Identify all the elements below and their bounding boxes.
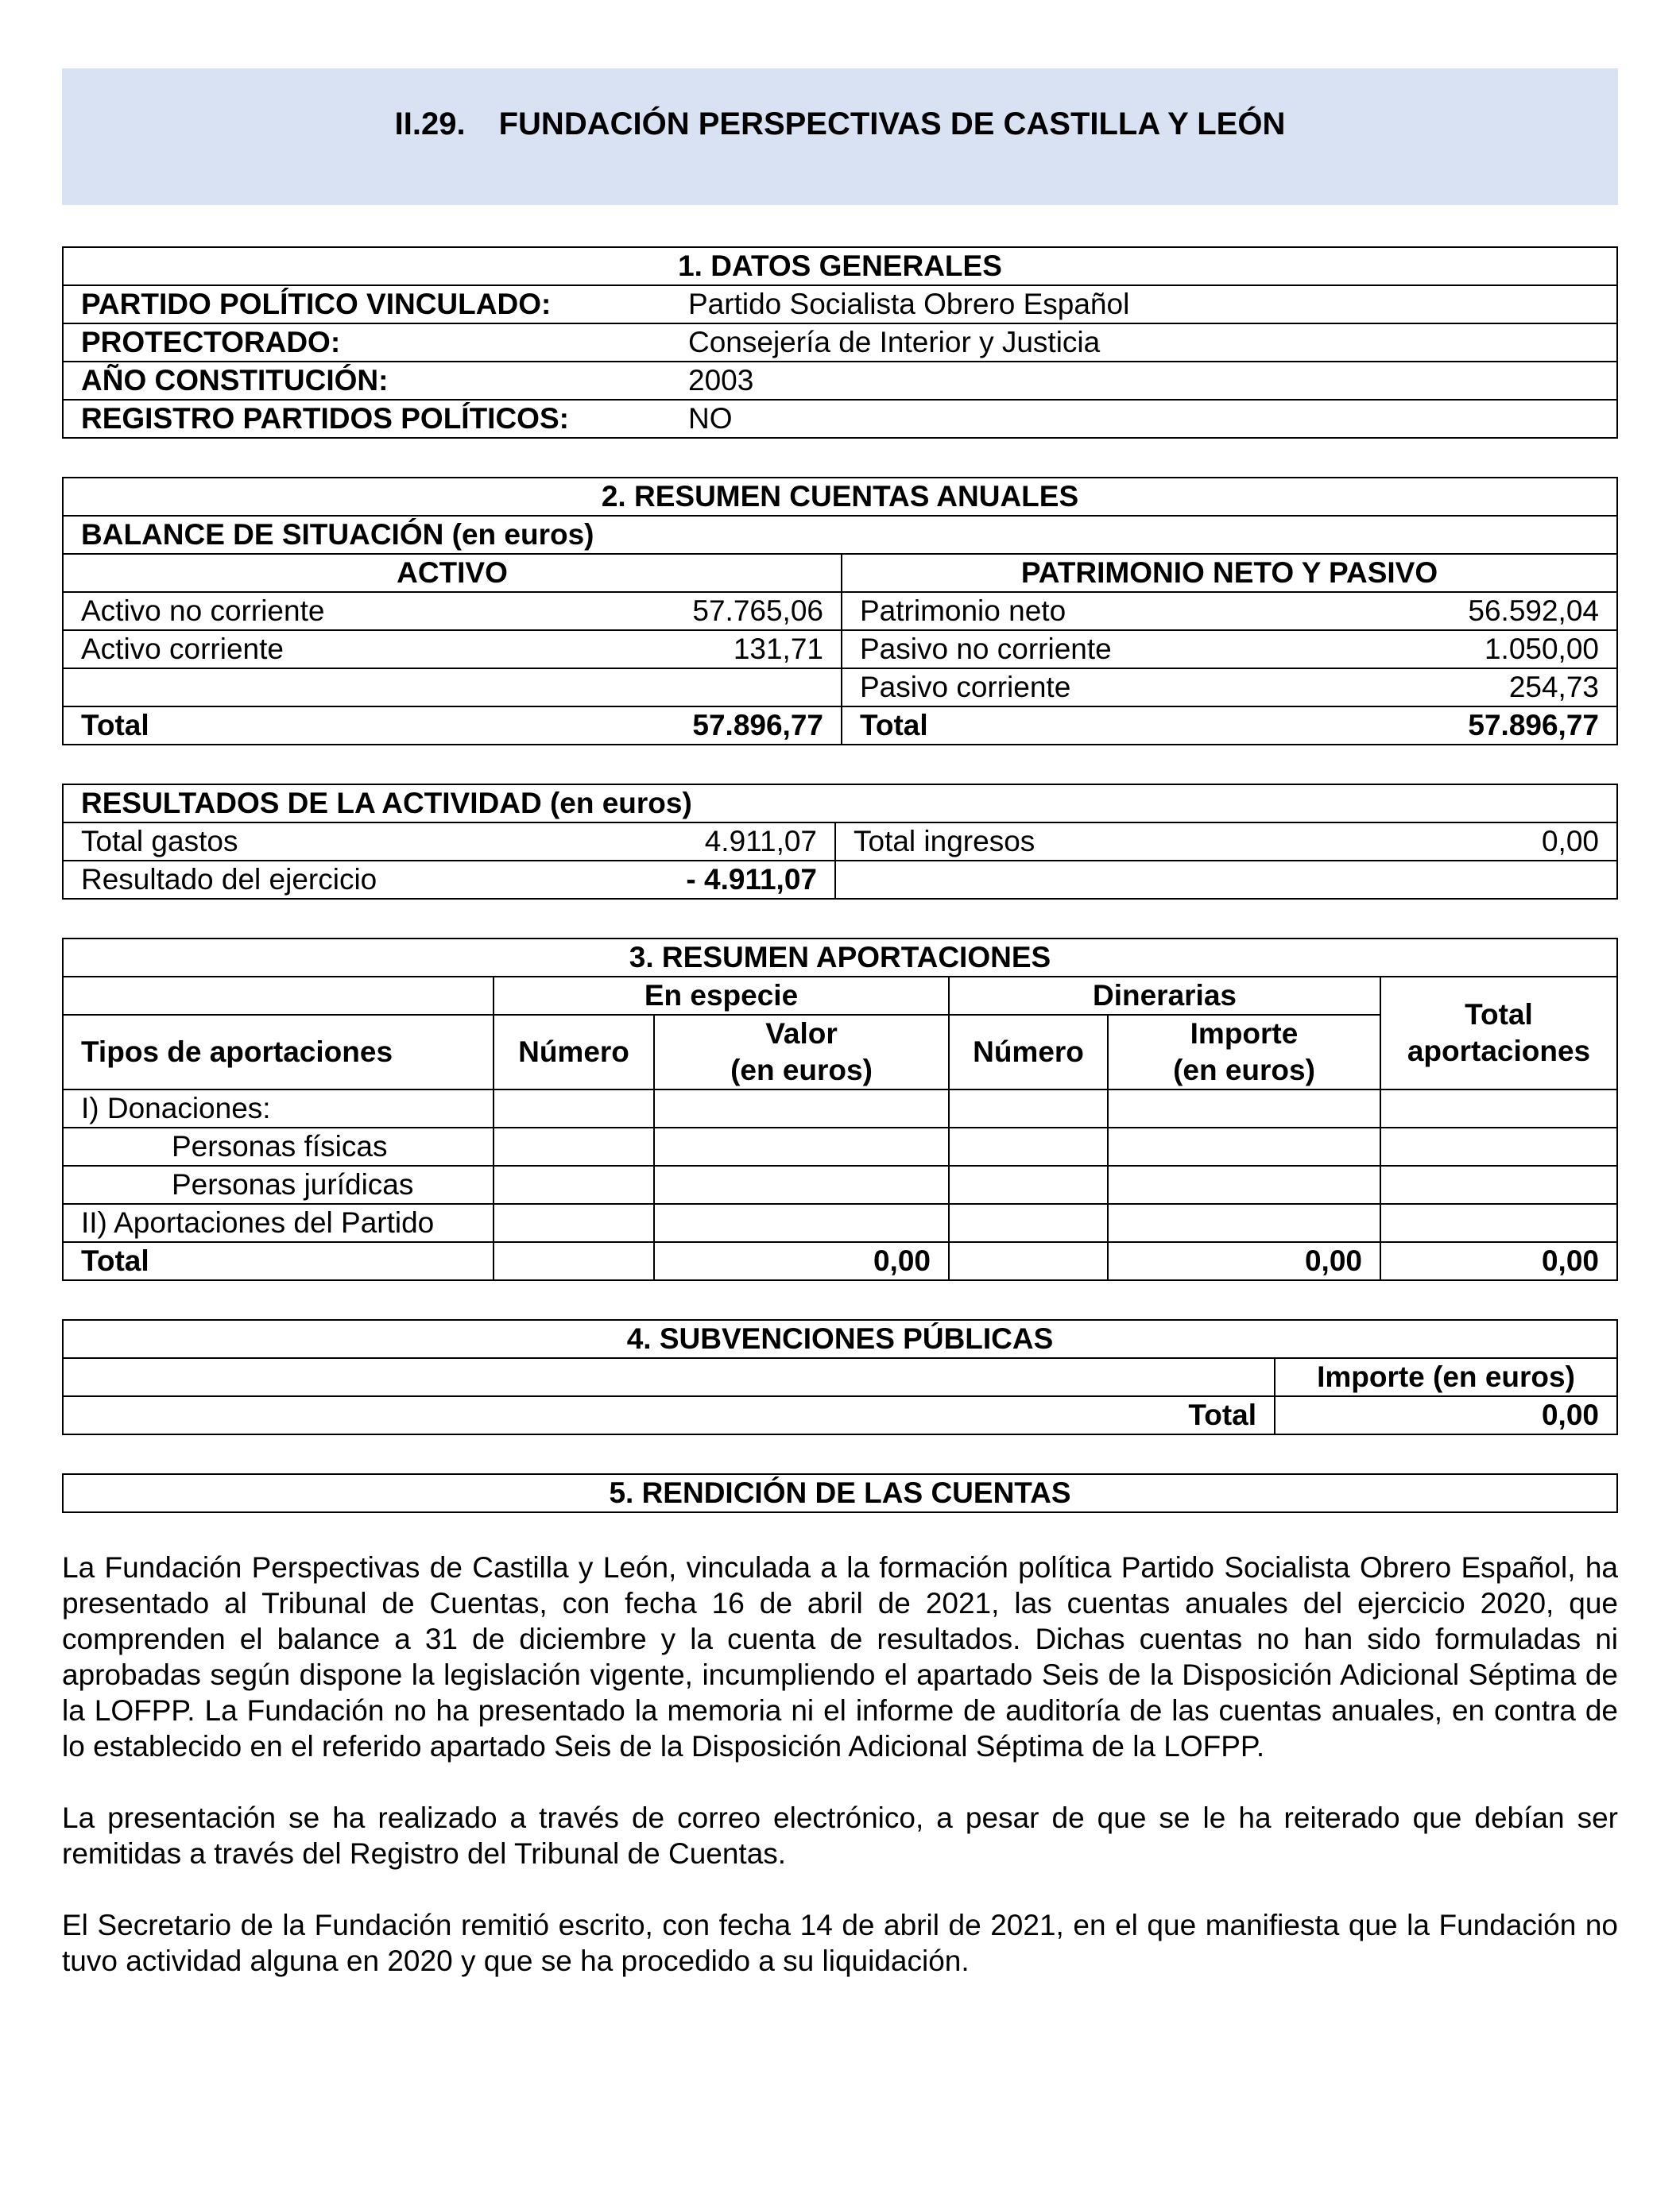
activo-value: 131,71 (540, 630, 842, 668)
tipo-label: II) Aportaciones del Partido (63, 1204, 494, 1242)
table-row (63, 400, 1617, 438)
table-row (63, 1128, 1617, 1166)
total-aportaciones-line2: aportaciones (1407, 1035, 1591, 1067)
empty-cell (1108, 1089, 1380, 1128)
ingresos-label: Total ingresos (835, 822, 1312, 861)
empty-cell (1380, 1089, 1617, 1128)
table-row (63, 861, 1617, 899)
empty-cell (949, 1089, 1108, 1128)
pasivo-value: 254,73 (1318, 668, 1617, 706)
paragraph: La presentación se ha realizado a través de correo electrónico, a pesar de que se le ha reiterado que debían ser remitidas a través del Registro del Tribunal de Cuentas. (62, 1802, 1618, 1870)
row-label: REGISTRO PARTIDOS POLÍTICOS: (63, 400, 671, 438)
empty-cell (494, 1204, 654, 1242)
en-especie-header: En especie (494, 977, 949, 1015)
importe-line1: Importe (1190, 1017, 1299, 1050)
empty-cell (835, 861, 1617, 899)
document-page (62, 68, 1618, 2014)
pasivo-value: 56.592,04 (1318, 592, 1617, 630)
paragraph: La Fundación Perspectivas de Castilla y León, vinculada a la formación política Partido Socialista Obrero Español, ha presentado al Tribunal de Cuentas, con fecha 16 de abril de 2021, las cuentas anuales del ejercicio 2020, que comprenden el balance a 31 de diciembre y la cuenta de resultados. Dichas cuentas no han sido formuladas ni aprobadas según dispone la legislación vigente, incumpliendo el apartado Seis de la Disposición Adicional Séptima de la LOFPP. La Fundación no ha presentado la memoria ni el informe de auditoría de las cuentas anuales, en contra de lo establecido en el referido apartado Seis de la Disposición Adicional Séptima de la LOFPP. (62, 1551, 1618, 1763)
activo-value: 57.765,06 (540, 592, 842, 630)
empty-cell (1380, 1128, 1617, 1166)
table-row (63, 323, 1617, 362)
dinerarias-header: Dinerarias (949, 977, 1380, 1015)
subvenciones-table (62, 1319, 1618, 1435)
activo-label: Activo corriente (63, 630, 540, 668)
rendicion-heading: 5. RENDICIÓN DE LAS CUENTAS (63, 1474, 1617, 1512)
empty-cell (654, 1089, 949, 1128)
aportaciones-heading: 3. RESUMEN APORTACIONES (63, 939, 1617, 977)
empty-cell (63, 977, 494, 1015)
valor-line2: (en euros) (730, 1054, 873, 1086)
empty-cell (654, 1204, 949, 1242)
gastos-value: 4.911,07 (540, 822, 835, 861)
empty-cell (1108, 1128, 1380, 1166)
table-row (63, 822, 1617, 861)
activo-total-label: Total (63, 706, 540, 745)
empty-cell (949, 1204, 1108, 1242)
total-importe: 0,00 (1108, 1242, 1380, 1280)
subvenciones-total-value: 0,00 (1275, 1396, 1617, 1434)
resultado-label: Resultado del ejercicio (63, 861, 540, 899)
row-value: Consejería de Interior y Justicia (671, 323, 1617, 362)
activo-total-value: 57.896,77 (540, 706, 842, 745)
paragraph: El Secretario de la Fundación remitió escrito, con fecha 14 de abril de 2021, en el que manifiesta que la Fundación no tuvo actividad alguna en 2020 y que se ha procedido a su liquidación. (62, 1909, 1618, 1977)
empty-cell (654, 1166, 949, 1204)
numero-dinerarias-header: Número (949, 1015, 1108, 1089)
cuentas-anuales-heading: 2. RESUMEN CUENTAS ANUALES (63, 478, 1617, 516)
valor-line1: Valor (765, 1017, 838, 1050)
empty-cell (63, 1358, 1275, 1396)
empty-cell (1380, 1166, 1617, 1204)
tipo-label: Personas físicas (63, 1128, 494, 1166)
gastos-label: Total gastos (63, 822, 540, 861)
row-value: Partido Socialista Obrero Español (671, 285, 1617, 323)
pasivo-label: Pasivo no corriente (842, 630, 1318, 668)
total-total: 0,00 (1380, 1242, 1617, 1280)
importe-line2: (en euros) (1173, 1054, 1315, 1086)
datos-generales-table (62, 246, 1618, 439)
pasivo-value: 1.050,00 (1318, 630, 1617, 668)
cuentas-anuales-table (62, 477, 1618, 745)
resultados-table (62, 784, 1618, 900)
empty-cell (1108, 1166, 1380, 1204)
tipo-label: I) Donaciones: (63, 1089, 494, 1128)
empty-cell (1108, 1204, 1380, 1242)
total-aportaciones-header (1380, 977, 1617, 1089)
ingresos-value: 0,00 (1312, 822, 1617, 861)
rendicion-text (62, 1550, 1618, 1979)
numero-especie-header: Número (494, 1015, 654, 1089)
page-title: FUNDACIÓN PERSPECTIVAS DE CASTILLA Y LEÓN (498, 106, 1286, 141)
table-row (63, 1204, 1617, 1242)
tipo-label: Personas jurídicas (63, 1166, 494, 1204)
total-valor: 0,00 (654, 1242, 949, 1280)
aportaciones-table (62, 938, 1618, 1281)
activo-value (540, 668, 842, 706)
datos-generales-heading: 1. DATOS GENERALES (63, 247, 1617, 285)
total-aportaciones-line1: Total (1465, 998, 1533, 1031)
rendicion-table (62, 1473, 1618, 1513)
subvenciones-total-label: Total (63, 1396, 1275, 1434)
row-value: 2003 (671, 362, 1617, 400)
activo-label (63, 668, 540, 706)
pasivo-header: PATRIMONIO NETO Y PASIVO (842, 554, 1617, 592)
table-row (63, 1089, 1617, 1128)
empty-cell (494, 1128, 654, 1166)
empty-cell (494, 1242, 654, 1280)
valor-header (654, 1015, 949, 1089)
table-row (63, 668, 1617, 706)
table-row (63, 285, 1617, 323)
title-banner (62, 68, 1618, 205)
empty-cell (654, 1128, 949, 1166)
activo-label: Activo no corriente (63, 592, 540, 630)
pasivo-label: Patrimonio neto (842, 592, 1318, 630)
row-label: PARTIDO POLÍTICO VINCULADO: (63, 285, 671, 323)
pasivo-total-value: 57.896,77 (1318, 706, 1617, 745)
total-row (63, 706, 1617, 745)
row-value: NO (671, 400, 1617, 438)
pasivo-label: Pasivo corriente (842, 668, 1318, 706)
row-label: PROTECTORADO: (63, 323, 671, 362)
table-row (63, 630, 1617, 668)
table-row (63, 1166, 1617, 1204)
empty-cell (949, 1128, 1108, 1166)
importe-header: Importe (en euros) (1275, 1358, 1617, 1396)
aportaciones-total-label: Total (63, 1242, 494, 1280)
total-row (63, 1396, 1617, 1434)
table-row (63, 592, 1617, 630)
subvenciones-heading: 4. SUBVENCIONES PÚBLICAS (63, 1320, 1617, 1358)
empty-cell (949, 1166, 1108, 1204)
tipos-header: Tipos de aportaciones (63, 1015, 494, 1089)
resultados-title: RESULTADOS DE LA ACTIVIDAD (en euros) (63, 784, 1617, 822)
empty-cell (494, 1166, 654, 1204)
table-row (63, 362, 1617, 400)
empty-cell (949, 1242, 1108, 1280)
pasivo-total-label: Total (842, 706, 1318, 745)
empty-cell (494, 1089, 654, 1128)
row-label: AÑO CONSTITUCIÓN: (63, 362, 671, 400)
empty-cell (1380, 1204, 1617, 1242)
section-number: II.29. (394, 106, 466, 141)
importe-header (1108, 1015, 1380, 1089)
activo-header: ACTIVO (63, 554, 842, 592)
resultado-value: - 4.911,07 (540, 861, 835, 899)
balance-title: BALANCE DE SITUACIÓN (en euros) (63, 516, 1617, 554)
total-row (63, 1242, 1617, 1280)
